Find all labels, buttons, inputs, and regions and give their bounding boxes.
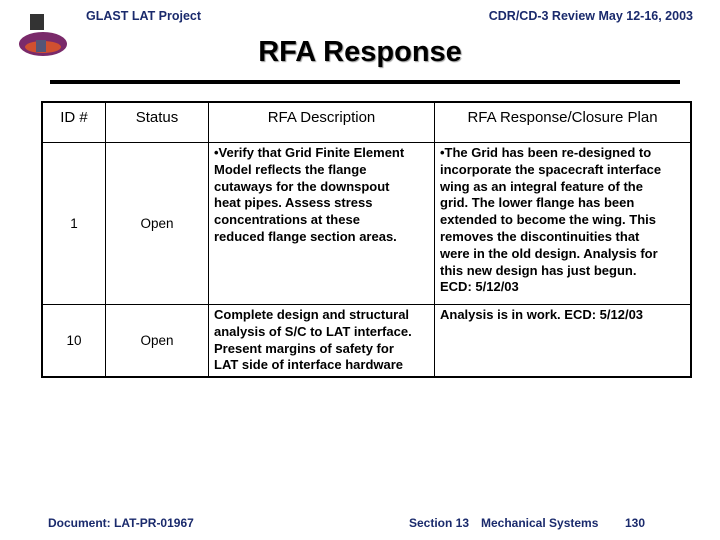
page-number: 130 <box>625 516 646 530</box>
col-description: RFA Description <box>209 102 435 143</box>
section-topic: Mechanical Systems <box>481 516 599 530</box>
col-id: ID # <box>42 102 106 143</box>
section-label: Section 13 <box>409 516 470 530</box>
document-number: Document: LAT-PR-01967 <box>48 516 194 530</box>
row-response: Analysis is in work. ECD: 5/12/03 <box>435 305 692 378</box>
col-status: Status <box>106 102 209 143</box>
row-response: •The Grid has been re-designed to incorporate the spacecraft interface wing as an integral feature of the grid. The lower flange has been extended to become the wing. This removes the discontinuities that were in the old design. Analysis for this new design has just begun. ECD: 5/12/03 <box>435 143 692 305</box>
row-id: 10 <box>42 305 106 378</box>
row-description: •Verify that Grid Finite Element Model reflects the flange cutaways for the downspout heat pipes. Assess stress concentrations at these reduced flange section areas. <box>209 143 435 305</box>
title-divider <box>50 80 680 84</box>
row-description: Complete design and structural analysis of S/C to LAT interface. Present margins of safety for LAT side of interface hardware <box>209 305 435 378</box>
page-title: RFA Response <box>258 36 462 68</box>
project-name: GLAST LAT Project <box>86 9 202 23</box>
rfa-table <box>41 101 692 378</box>
row-id: 1 <box>42 143 106 305</box>
row-status: Open <box>106 305 209 378</box>
table-header-row <box>42 102 691 143</box>
row-status: Open <box>106 143 209 305</box>
table-row <box>42 305 691 378</box>
review-label: CDR/CD-3 Review May 12-16, 2003 <box>488 9 693 23</box>
col-response: RFA Response/Closure Plan <box>435 102 692 143</box>
table-row <box>42 143 691 305</box>
